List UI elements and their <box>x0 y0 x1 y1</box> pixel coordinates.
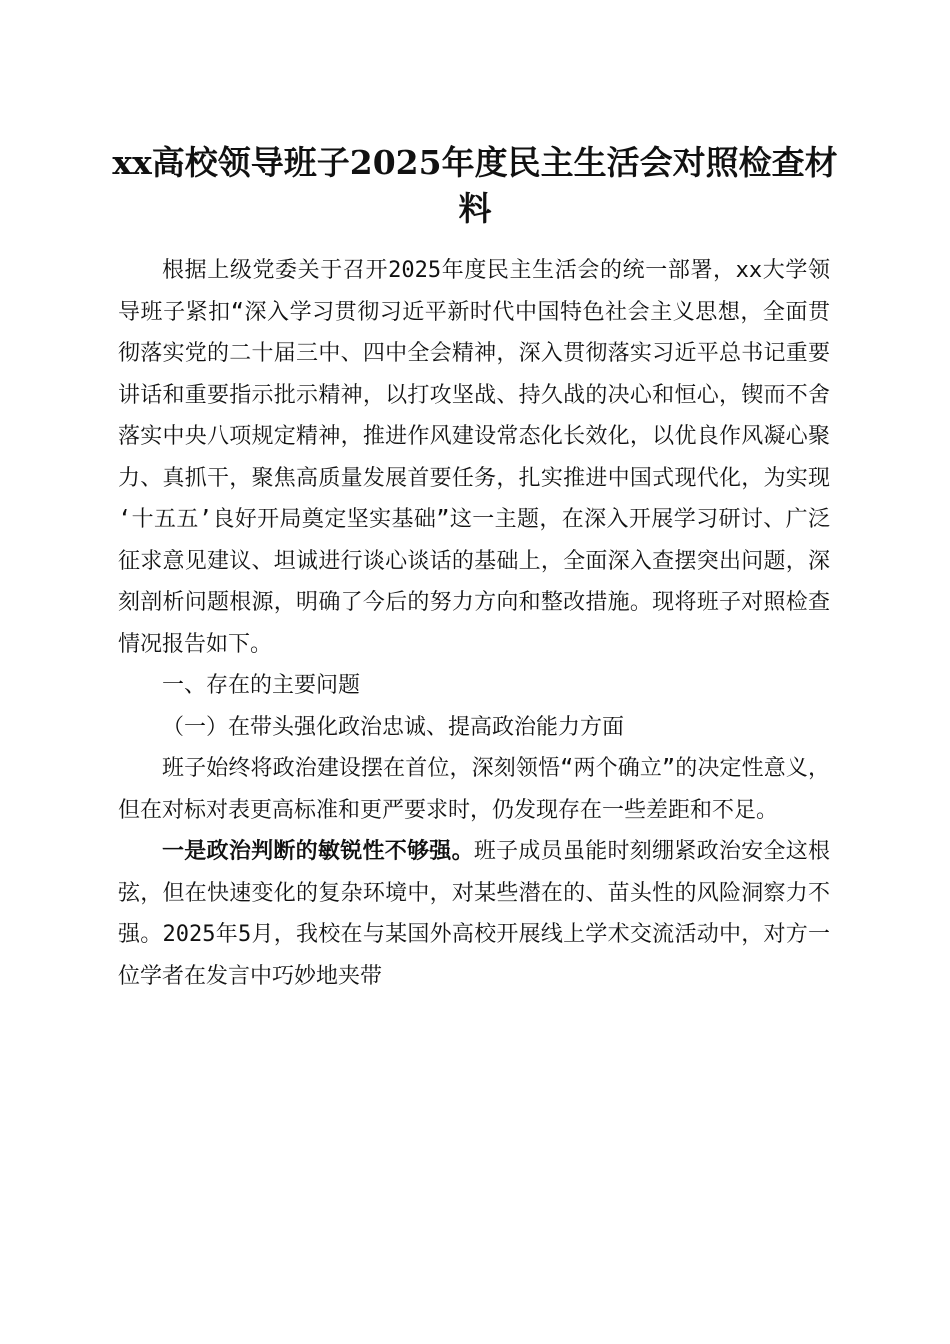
document-title: xx高校领导班子2025年度民主生活会对照检查材料 <box>112 143 838 228</box>
document-body <box>118 250 830 997</box>
section-heading: 一、存在的主要问题 <box>162 673 361 698</box>
subsection-heading: （一）在带头强化政治忠诚、提高政治能力方面 <box>162 714 625 740</box>
point-lead: 一是政治判断的敏锐性不够强。 <box>162 839 474 864</box>
point-paragraph <box>118 831 830 997</box>
subsection-paragraph: 班子始终将政治建设摆在首位，深刻领悟“两个确立”的决定性意义，但在对标对表更高标准和更严要求时，仍发现存在一些差距和不足。 <box>118 756 830 823</box>
intro-paragraph: 根据上级党委关于召开2025年度民主生活会的统一部署，xx大学领导班子紧扣“深入学习贯彻习近平新时代中国特色社会主义思想，全面贯彻落实党的二十届三中、四中全会精神，深入贯彻落实习近平总书记重要讲话和重要指示批示精神，以打攻坚战、持久战的决心和恒心，锲而不舍落实中央八项规定精神，推进作风建设常态化长效化，以优良作风凝心聚力、真抓干，聚焦高质量发展首要任务，扎实推进中国式现代化，为实现‘十五五’良好开局奠定坚实基础”这一主题，在深入开展学习研讨、广泛征求意见建议、坦诚进行谈心谈话的基础上，全面深入查摆突出问题，深刻剖析问题根源，明确了今后的努力方向和整改措施。现将班子对照检查情况报告如下。 <box>118 258 830 657</box>
point-text: 班子成员虽能时刻绷紧政治安全这根弦，但在快速变化的复杂环境中，对某些潜在的、苗头性的风险洞察力不强。2025年5月，我校在与某国外高校开展线上学术交流活动中，对方一位学者在发言中巧妙地夹带 <box>118 839 830 989</box>
